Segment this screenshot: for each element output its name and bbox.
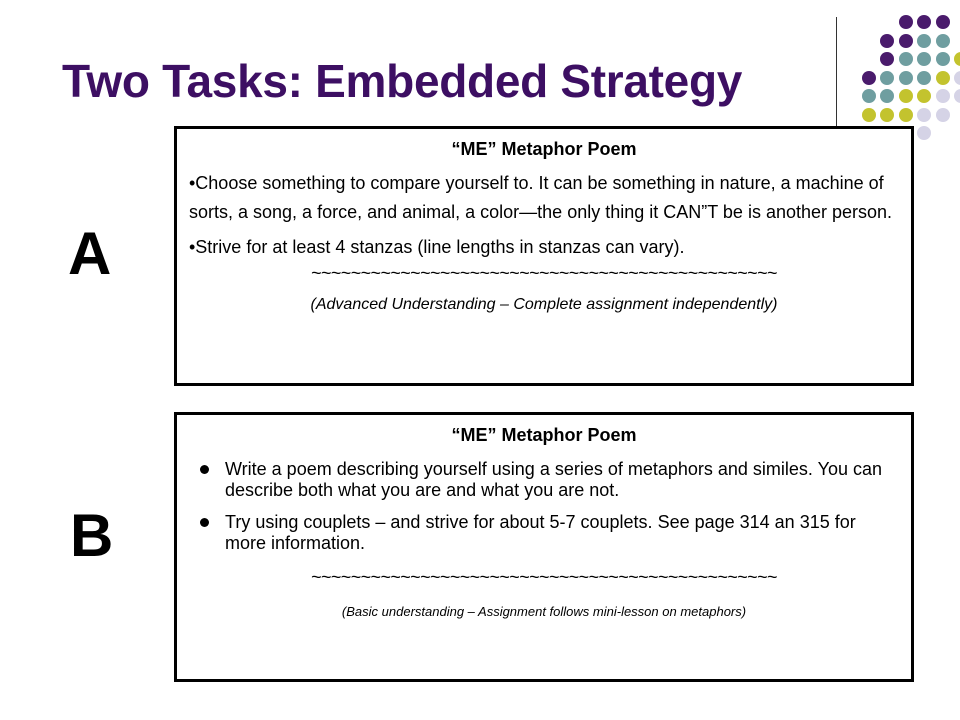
decorative-dot xyxy=(917,108,931,122)
task-b-box xyxy=(174,412,914,682)
task-b-note: (Basic understanding – Assignment follows mini-lesson on metaphors) xyxy=(341,603,747,619)
task-a-title: “ME” Metaphor Poem xyxy=(451,139,637,159)
decorative-dot xyxy=(917,71,931,85)
task-b-bullet xyxy=(189,512,899,554)
task-a-bullet: •Choose something to compare yourself to. It can be something in nature, a machine of sorts, a song, a force, and animal, a color—the only thing it CAN”T be is another person. xyxy=(189,172,893,222)
task-b-bullet-text: Try using couplets – and strive for about 5-7 couplets. See page 314 an 315 for more information. xyxy=(225,511,856,553)
task-b-bullet-list xyxy=(189,459,899,554)
decorative-dot xyxy=(917,89,931,103)
decorative-dot xyxy=(917,126,931,140)
task-a-note: (Advanced Understanding – Complete assignment independently) xyxy=(310,295,778,313)
task-a-box xyxy=(174,126,914,386)
task-a-divider: ~~~~~~~~~~~~~~~~~~~~~~~~~~~~~~~~~~~~~~~~~~~~~~~ xyxy=(311,262,777,283)
decorative-dot xyxy=(880,34,894,48)
decorative-dot xyxy=(936,34,950,48)
decorative-dot xyxy=(917,52,931,66)
decorative-dot xyxy=(899,71,913,85)
decorative-dot xyxy=(954,52,960,66)
slide-title: Two Tasks: Embedded Strategy xyxy=(62,55,743,107)
decorative-dot xyxy=(936,108,950,122)
bullet-dot-icon xyxy=(200,465,209,474)
task-a-bullet: •Strive for at least 4 stanzas (line lengths in stanzas can vary). xyxy=(189,236,685,257)
decorative-dot xyxy=(954,71,960,85)
bullet-dot-icon xyxy=(200,518,209,527)
decorative-dot xyxy=(936,89,950,103)
decorative-dot xyxy=(880,71,894,85)
task-label-a: A xyxy=(68,220,112,287)
task-b-divider: ~~~~~~~~~~~~~~~~~~~~~~~~~~~~~~~~~~~~~~~~~~~~~~~ xyxy=(311,566,777,587)
decorative-dot xyxy=(899,15,913,29)
decorative-dot xyxy=(880,89,894,103)
decorative-dot xyxy=(899,89,913,103)
decorative-dot xyxy=(880,52,894,66)
task-b-bullet-text: Write a poem describing yourself using a series of metaphors and similes. You can describe both what you are and what you are not. xyxy=(225,458,883,500)
decorative-dot xyxy=(862,108,876,122)
decorative-dot xyxy=(936,71,950,85)
task-b-bullet xyxy=(189,459,899,501)
decorative-dot xyxy=(880,108,894,122)
decorative-dot xyxy=(899,108,913,122)
decorative-dot xyxy=(862,89,876,103)
task-b-title: “ME” Metaphor Poem xyxy=(451,425,637,445)
decorative-dot xyxy=(936,15,950,29)
decorative-dot xyxy=(862,71,876,85)
decorative-dot xyxy=(936,52,950,66)
decorative-dot xyxy=(899,52,913,66)
decorative-dot xyxy=(917,15,931,29)
decorative-dot xyxy=(899,34,913,48)
decorative-dot xyxy=(954,89,960,103)
task-label-b: B xyxy=(70,502,114,569)
decorative-dot xyxy=(917,34,931,48)
